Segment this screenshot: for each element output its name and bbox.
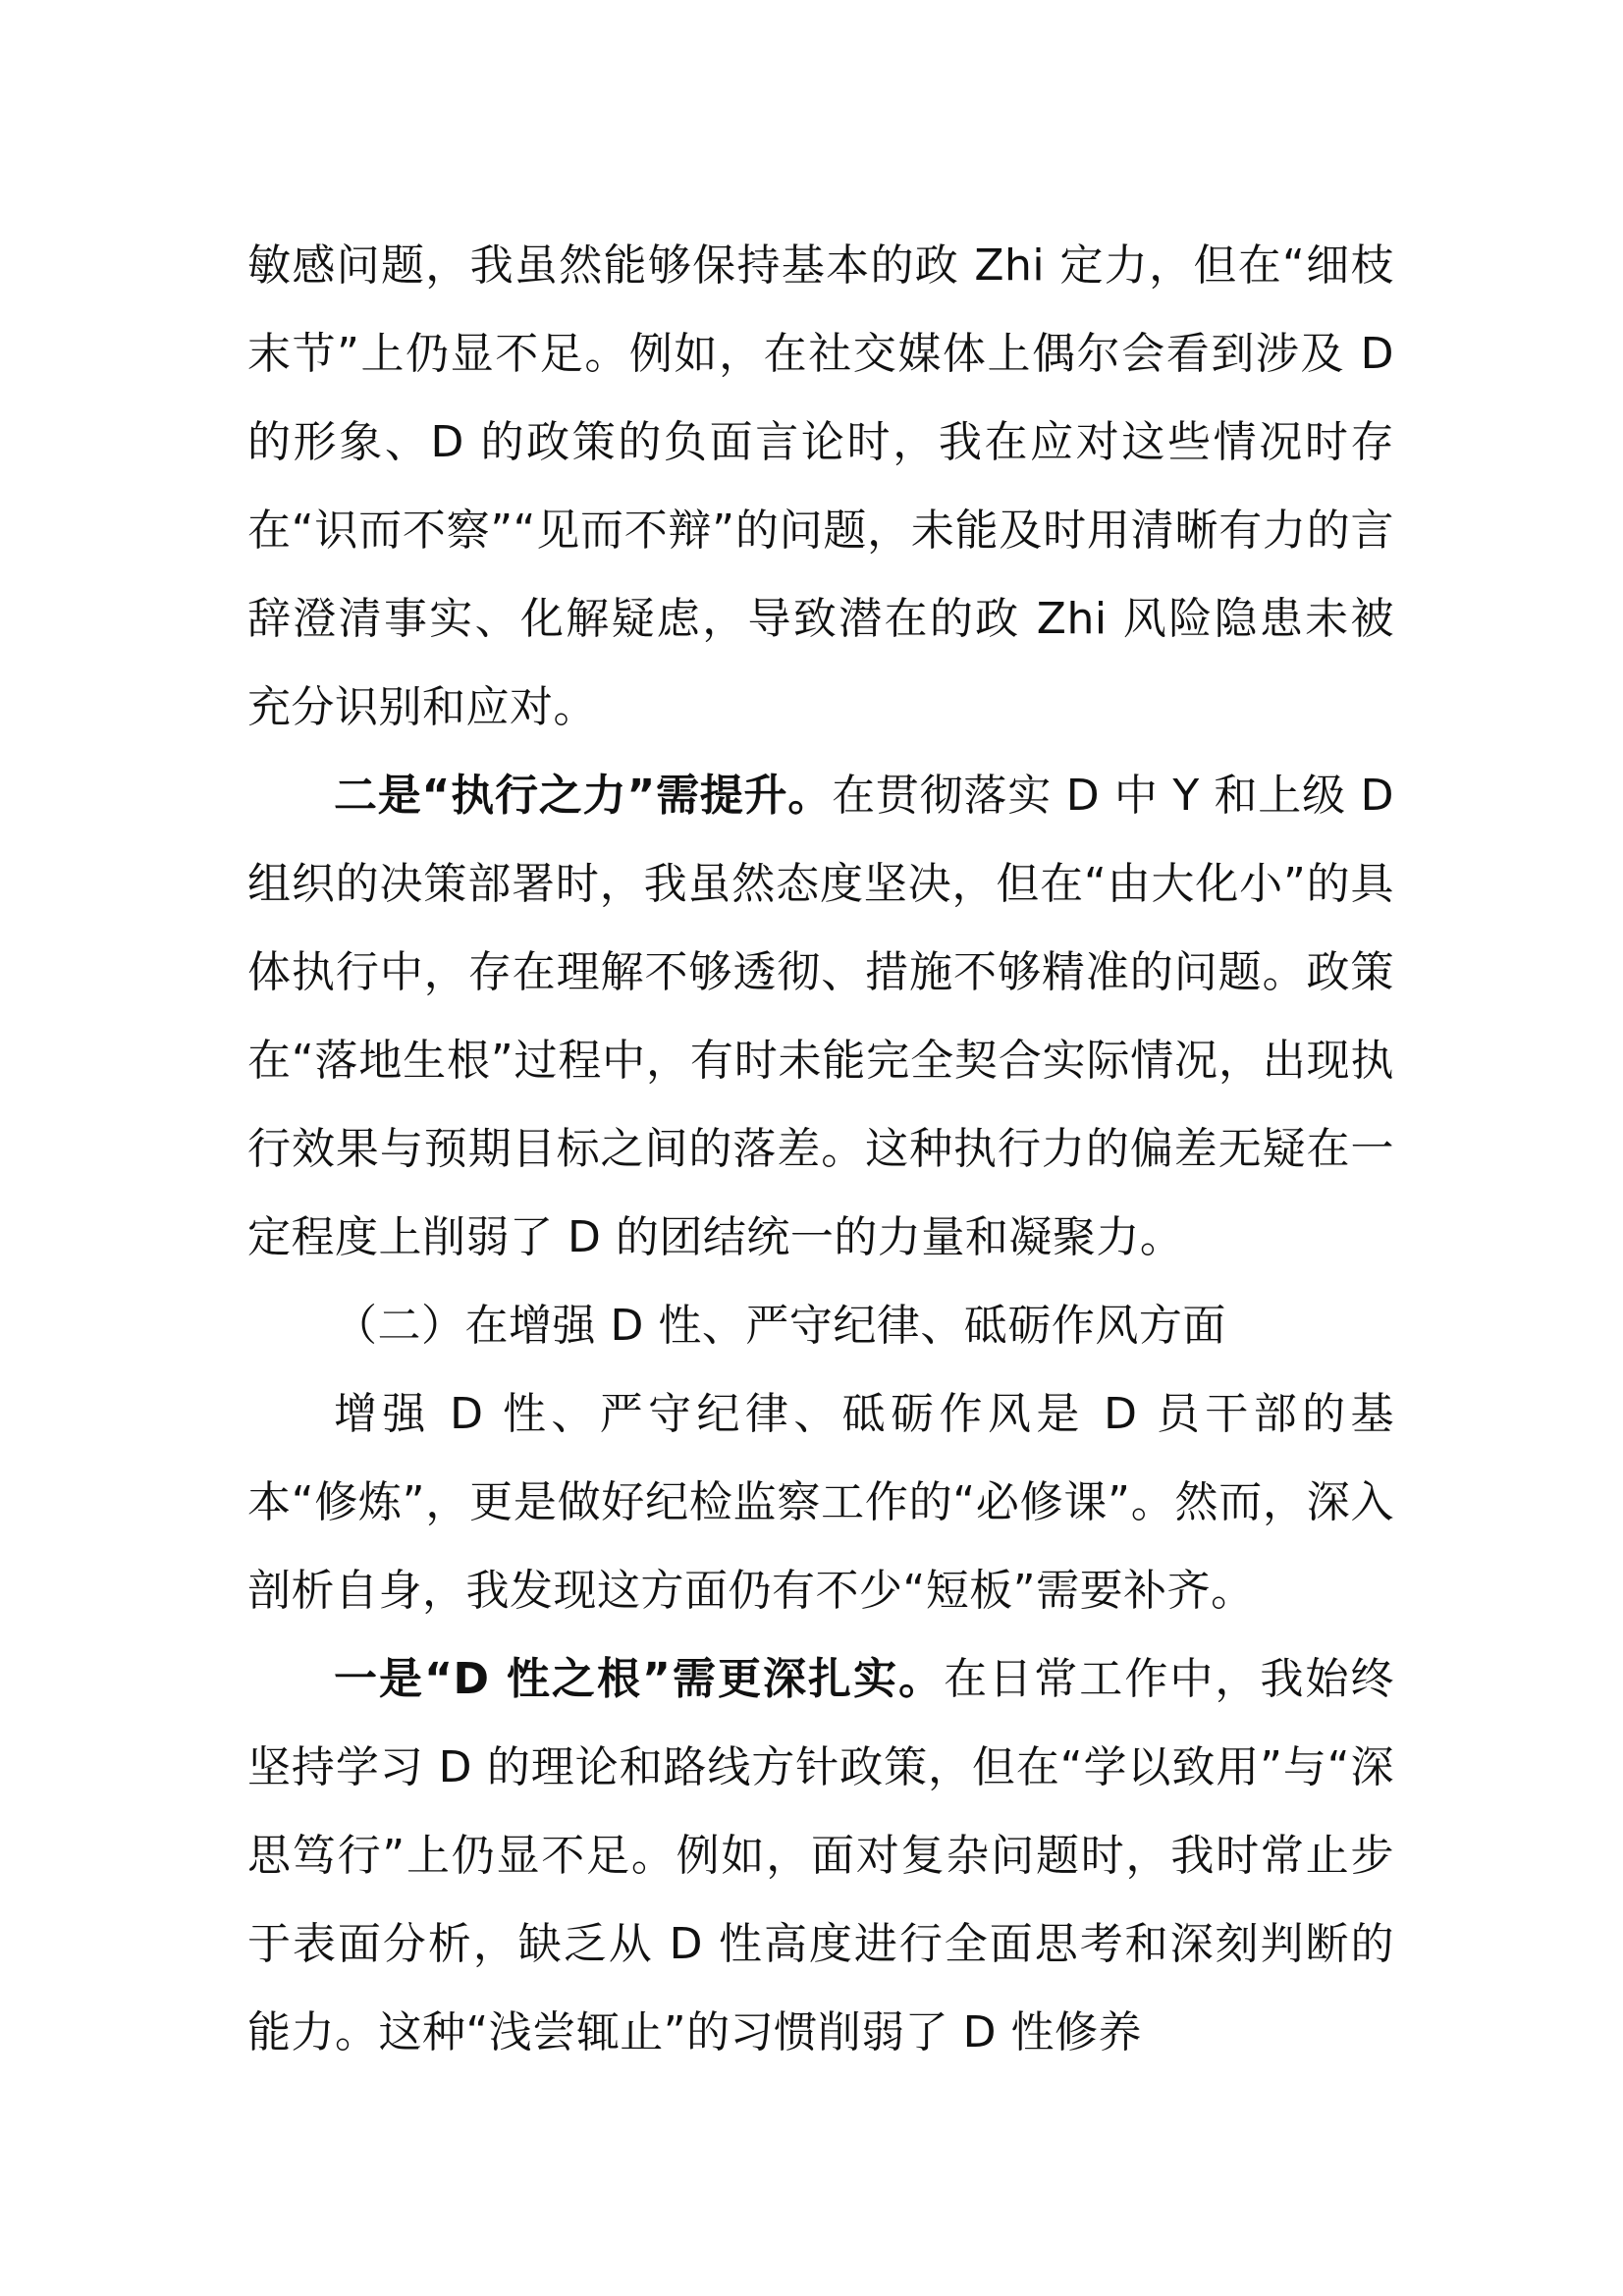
paragraph-execution-power	[247, 752, 1394, 1282]
section-heading-text: （二）在增强 D 性、严守纪律、砥砺作风方面	[334, 1301, 1226, 1351]
paragraph-party-spirit	[247, 1635, 1394, 2077]
paragraph-text: 在贯彻落实 D 中 Y 和上级 D 组织的决策部署时，我虽然态度坚决，但在“由大化小”的具体执行中，存在理解不够透彻、措施不够精准的问题。政策在“落地生根”过程中，有时未能完全契合实际情况，出现执行效果与预期目标之间的落差。这种执行力的偏差无疑在一定程度上削弱了 D 的团结统一的力量和凝聚力。	[247, 771, 1394, 1262]
section-heading	[247, 1282, 1394, 1370]
paragraph-continuation	[247, 222, 1394, 752]
paragraph-lead-heading: 二是“执行之力”需提升。	[334, 771, 833, 821]
paragraph-section-intro	[247, 1370, 1394, 1635]
paragraph-lead-heading: 一是“D 性之根”需更深扎实。	[334, 1654, 945, 1704]
paragraph-text: 在日常工作中，我始终坚持学习 D 的理论和路线方针政策，但在“学以致用”与“深思笃行”上仍显不足。例如，面对复杂问题时，我时常止步于表面分析，缺乏从 D 性高度进行全面思考和深刻判断的能力。这种“浅尝辄止”的习惯削弱了 D 性修养	[247, 1654, 1395, 2057]
paragraph-text: 增强 D 性、严守纪律、砥砺作风是 D 员干部的基本“修炼”，更是做好纪检监察工作的“必修课”。然而，深入剖析自身，我发现这方面仍有不少“短板”需要补齐。	[247, 1389, 1394, 1616]
paragraph-text: 敏感问题，我虽然能够保持基本的政 Zhi 定力，但在“细枝末节”上仍显不足。例如，在社交媒体上偶尔会看到涉及 D 的形象、D 的政策的负面言论时，我在应对这些情况时存在“识而不察”“见而不辩”的问题，未能及时用清晰有力的言辞澄清事实、化解疑虑，导致潜在的政 Zhi 风险隐患未被充分识别和应对。	[247, 240, 1394, 732]
document-body	[247, 222, 1394, 2077]
